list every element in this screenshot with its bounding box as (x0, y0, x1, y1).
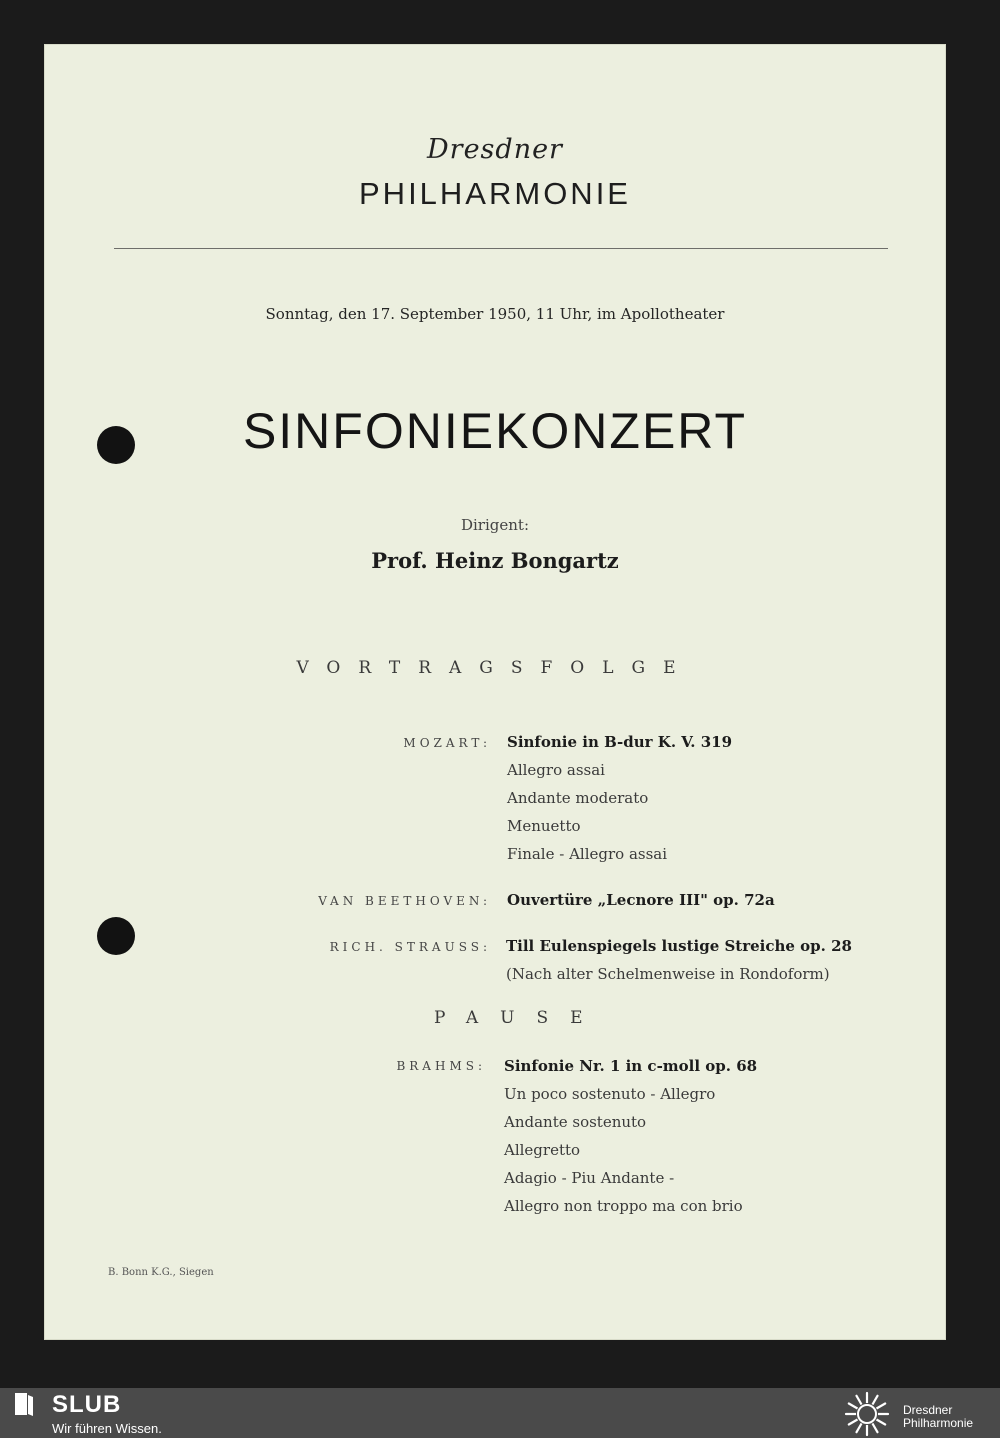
program-heading: VORTRAGSFOLGE (296, 658, 694, 678)
work-title: Ouvertüre „Lecnore III" op. 72a (507, 891, 775, 909)
work-title: Till Eulenspiegels lustige Streiche op. 28 (506, 937, 852, 955)
program-item (507, 886, 775, 914)
program-item (504, 1052, 757, 1220)
movement: Andante moderato (507, 789, 649, 807)
movement: Adagio - Piu Andante - (504, 1169, 675, 1187)
movement: (Nach alter Schelmenweise in Rondoform) (506, 965, 830, 983)
printer-imprint: B. Bonn K.G., Siegen (108, 1267, 214, 1278)
movement: Allegro non troppo ma con brio (504, 1197, 743, 1215)
pause-label: PAUSE (434, 1008, 605, 1028)
brand-script: Dresdner (427, 134, 563, 165)
footer-bar (0, 1388, 1000, 1438)
partner-line: Dresdner (903, 1403, 953, 1417)
program-item (506, 932, 852, 988)
event-date: Sonntag, den 17. September 1950, 11 Uhr, im Apollotheater (265, 305, 725, 323)
book-icon (12, 1391, 36, 1417)
movement: Allegro assai (507, 761, 605, 779)
program-item (507, 728, 732, 868)
movement: Un poco sostenuto - Allegro (504, 1085, 716, 1103)
brand-title: PHILHARMONIE (359, 176, 631, 211)
work-title: Sinfonie in B-dur K. V. 319 (507, 733, 733, 751)
library-tagline: Wir führen Wissen. (52, 1421, 162, 1436)
conductor-name: Prof. Heinz Bongartz (371, 548, 619, 573)
header-divider (114, 248, 888, 249)
composer-label: BRAHMS: (396, 1059, 486, 1073)
movement: Finale - Allegro assai (507, 845, 668, 863)
movement: Andante sostenuto (504, 1113, 647, 1131)
library-name[interactable]: SLUB (52, 1391, 122, 1418)
movement: Allegretto (504, 1141, 581, 1159)
work-title: Sinfonie Nr. 1 in c-moll op. 68 (504, 1057, 758, 1075)
movement: Menuetto (507, 817, 581, 835)
punch-hole (97, 917, 135, 955)
program-sheet (44, 44, 946, 1340)
composer-label: RICH. STRAUSS: (329, 940, 491, 954)
partner-line: Philharmonie (903, 1416, 974, 1430)
composer-label: MOZART: (403, 736, 491, 750)
partner-name[interactable] (903, 1404, 973, 1430)
conductor-label: Dirigent: (460, 516, 529, 534)
sunburst-logo-icon (842, 1391, 892, 1437)
composer-label: VAN BEETHOVEN: (318, 894, 491, 908)
concert-title: SINFONIEKONZERT (242, 403, 748, 459)
